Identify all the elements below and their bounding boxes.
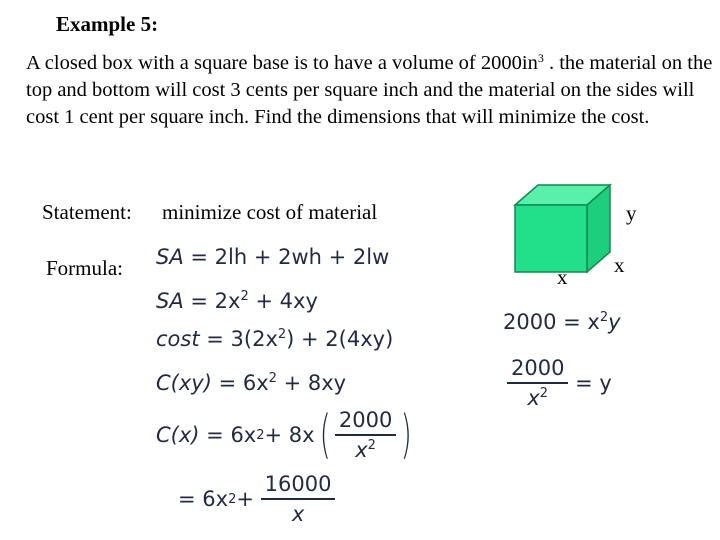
e5-c: + 8x xyxy=(264,423,315,447)
box-height-label: y xyxy=(626,201,637,225)
e5-lhs: C(x) xyxy=(156,423,200,447)
v1-exp: 2 xyxy=(599,310,609,325)
box-front-face xyxy=(515,205,587,272)
v1-a: 2000 = x xyxy=(503,310,600,334)
e6-denominator: x xyxy=(291,502,305,526)
equation-surface-area-general xyxy=(156,245,389,269)
e4-exp: 2 xyxy=(268,371,277,386)
e6-c: + xyxy=(236,487,254,511)
e4-c: + 8xy xyxy=(276,371,347,395)
e6-numerator: 16000 xyxy=(261,472,336,500)
e2-lhs: SA xyxy=(156,289,184,313)
right-paren: ) xyxy=(400,405,413,465)
problem-text-post: . the material on the top and bottom will cost 3 cents per square inch and the material on the sides will cost 1 cent per square inch. Find the dimensions that will minimize the cost. xyxy=(26,52,713,128)
e2-a: = 2x xyxy=(190,289,241,313)
v2-den-exp: 2 xyxy=(539,386,549,401)
e6-fraction xyxy=(261,472,336,526)
e4-a: = 6x xyxy=(218,371,269,395)
problem-text-pre: A closed box with a square base is to have a volume of 2000in xyxy=(26,52,538,74)
e3-a: = 3(2x xyxy=(206,327,278,351)
e6-a: = 6x xyxy=(178,487,229,511)
v2-rhs: = y xyxy=(575,371,612,395)
formula-label: Formula: xyxy=(46,256,123,280)
volume-exponent: 3 xyxy=(537,51,544,65)
statement-text: minimize cost of material xyxy=(162,200,378,224)
equation-volume xyxy=(503,310,621,334)
e5-exp: 2 xyxy=(256,427,265,443)
equation-cost xyxy=(156,327,393,351)
v1-c: y xyxy=(608,310,621,334)
statement-label: Statement: xyxy=(42,200,132,224)
e5-den-exp: 2 xyxy=(367,438,376,453)
e5-numerator: 2000 xyxy=(335,408,396,436)
equation-cost-x-substituted xyxy=(156,405,417,465)
e1-lhs: SA xyxy=(156,245,184,269)
v2-denominator: x xyxy=(527,386,540,410)
e4-lhs: C(xy) xyxy=(156,371,212,395)
e5-denominator: x xyxy=(355,438,368,462)
equation-y-solved xyxy=(507,356,612,410)
e6-exp: 2 xyxy=(228,491,237,507)
e3-exp: 2 xyxy=(277,327,287,342)
e5-fraction xyxy=(335,408,396,462)
problem-statement xyxy=(26,45,716,131)
equation-cost-simplified xyxy=(178,472,335,526)
equation-cost-xy xyxy=(156,371,346,395)
box-side-width-label: x xyxy=(614,253,625,277)
left-paren: ( xyxy=(319,405,331,465)
box-diagram xyxy=(505,178,625,278)
e5-a: = 6x xyxy=(206,423,257,447)
e2-c: + 4xy xyxy=(248,289,318,313)
v2-fraction xyxy=(507,356,568,410)
e1-rhs: = 2lh + 2wh + 2lw xyxy=(190,245,390,269)
v2-numerator: 2000 xyxy=(507,356,568,384)
equation-surface-area-square xyxy=(156,289,318,313)
example-title: Example 5: xyxy=(56,12,159,36)
e3-c: ) + 2(4xy) xyxy=(286,327,394,351)
e2-exp: 2 xyxy=(240,289,249,304)
box-front-width-label: x xyxy=(557,265,568,289)
e3-lhs: cost xyxy=(156,327,200,351)
